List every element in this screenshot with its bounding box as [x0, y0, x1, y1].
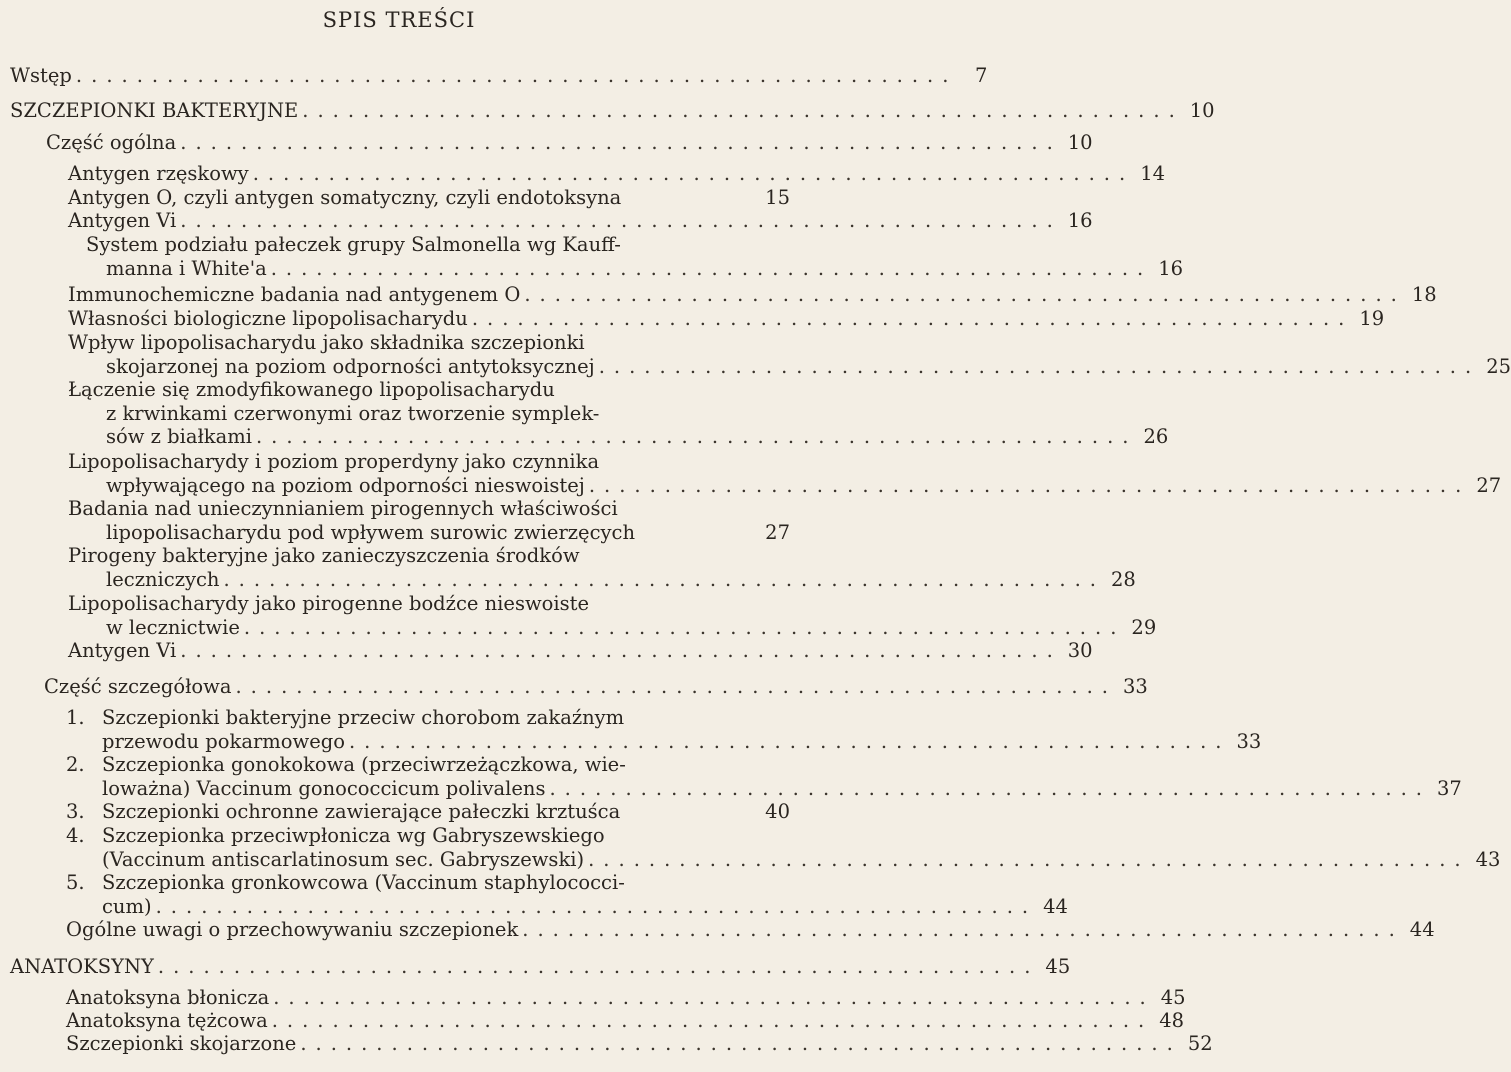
toc-entry — [68, 283, 1437, 307]
entry-text-line: Szczepionka gronkowcowa (Vaccinum staphylococci- — [102, 871, 625, 894]
entry-text: Ogólne uwagi o przechowywaniu szczepionek — [66, 918, 519, 941]
toc-section-szczepionki-bakteryjne — [10, 99, 1215, 123]
entry-text-line: leczniczych — [106, 567, 220, 591]
dot-leader: .......................................................... — [255, 425, 1138, 448]
dot-leader: .......................................................... — [75, 64, 958, 87]
entry-text: Szczepionki skojarzone — [66, 1032, 297, 1055]
page-number: 26 — [1143, 425, 1169, 448]
entry-text: Anatoksyna błonicza — [66, 986, 270, 1009]
toc-entry — [68, 233, 1184, 280]
dot-leader: .......................................................... — [180, 209, 1062, 232]
entry-text-line: z krwinkami czerwonymi oraz tworzenie symplek- — [106, 401, 600, 425]
page-number: 10 — [1189, 99, 1215, 122]
page-number: 27 — [1476, 473, 1502, 497]
dot-leader: .......................................................... — [252, 162, 1135, 185]
dot-leader: .......................................................... — [235, 675, 1117, 698]
toc-entry — [68, 378, 1169, 449]
entry-text-line: (Vaccinum antiscarlatinosum sec. Gabryszewski) — [102, 847, 585, 871]
page-number: 45 — [1160, 986, 1186, 1009]
entry-text: ANATOKSYNY — [10, 955, 154, 978]
dot-leader: .......................................................... — [271, 1009, 1154, 1032]
entry-text: Część szczegółowa — [44, 675, 232, 698]
entry-text-line: Szczepionki bakteryjne przeciw chorobom zakaźnym — [102, 706, 625, 729]
toc-entry — [66, 1009, 1185, 1033]
page-number: 37 — [1437, 776, 1462, 800]
dot-leader: .......................................................... — [302, 99, 1184, 122]
dot-leader: .......................................................... — [157, 955, 1040, 978]
dot-leader: .......................................................... — [223, 567, 1105, 591]
entry-text-line: Pirogeny bakteryjne jako zanieczyszczenia środków — [68, 544, 580, 567]
page-number: 40 — [765, 800, 790, 823]
dot-leader: .......................................................... — [549, 776, 1431, 800]
page-number: 48 — [1159, 1009, 1185, 1032]
page-number: 29 — [1131, 615, 1157, 639]
entry-text-line: wpływającego na poziom odporności nieswoistej — [106, 473, 585, 497]
dot-leader: .......................................................... — [180, 131, 1062, 154]
toc-entry-wstep — [10, 64, 988, 88]
entry-text: Antygen Vi — [68, 639, 177, 662]
page-number: 45 — [1045, 955, 1071, 978]
page-title: SPIS TREŚCI — [322, 8, 476, 32]
toc-section-anatoksyny — [10, 955, 1071, 979]
entry-text-line: Lipopolisacharydy jako pirogenne bodźce nieswoiste — [68, 592, 589, 615]
dot-leader: .......................................................... — [471, 307, 1354, 330]
dot-leader: .......................................................... — [300, 1032, 1182, 1055]
toc-entry — [68, 162, 1166, 186]
dot-leader: .......................................................... — [180, 639, 1062, 662]
page-number: 16 — [1067, 209, 1093, 232]
page-number: 19 — [1359, 307, 1385, 330]
dot-leader: .......................................................... — [273, 986, 1155, 1009]
toc-entry — [68, 639, 1093, 663]
entry-text: Antygen Vi — [68, 209, 177, 232]
toc-entry — [68, 544, 1136, 591]
toc-entry — [68, 209, 1093, 233]
page-number: 14 — [1140, 162, 1166, 185]
dot-leader: .......................................................... — [348, 729, 1231, 753]
page-number: 44 — [1043, 894, 1068, 918]
page-number: 30 — [1067, 639, 1093, 662]
entry-text: Część ogólna — [46, 131, 177, 154]
dot-leader: .......................................................... — [598, 354, 1481, 378]
toc-subsection-czesc-szczegolowa — [44, 675, 1148, 699]
entry-text: Immunochemiczne badania nad antygenem O — [68, 283, 521, 306]
toc-entry — [68, 450, 1502, 497]
page-number: 18 — [1411, 283, 1437, 306]
toc-subsection-czesc-ogolna — [46, 131, 1093, 155]
entry-text-line: skojarzonej na poziom odporności antytoksycznej — [106, 354, 595, 378]
page-number: 7 — [975, 64, 988, 87]
entry-text-line: lipopolisacharydu pod wpływem surowic zwierzęcych — [106, 520, 636, 544]
entry-text-line: przewodu pokarmowego — [102, 729, 345, 753]
item-number: 1. — [66, 706, 85, 729]
toc-entry — [68, 497, 790, 544]
dot-leader: .......................................................... — [243, 615, 1126, 639]
toc-numbered-entry — [66, 706, 1262, 753]
entry-text-line: Łączenie się zmodyfikowanego lipopolisacharydu — [68, 378, 555, 401]
toc-entry — [66, 986, 1186, 1010]
page-number: 15 — [765, 186, 790, 209]
entry-text-line: cum) — [102, 894, 152, 918]
entry-text-line: Szczepionka gonokokowa (przeciwrzeżączkowa, wie- — [102, 753, 626, 776]
entry-text: Antygen O, czyli antygen somatyczny, czyli endotoksyna — [68, 186, 622, 209]
page-number: 52 — [1187, 1032, 1213, 1055]
page-number: 27 — [765, 520, 790, 544]
toc-entry — [68, 592, 1157, 639]
entry-text-line: loważna) Vaccinum gonococcicum polivalens — [102, 776, 546, 800]
toc-numbered-entry — [66, 800, 790, 824]
toc-entry — [66, 918, 1435, 942]
page-number: 10 — [1067, 131, 1093, 154]
entry-text-line: Wpływ lipopolisacharydu jako składnika szczepionki — [68, 331, 585, 354]
dot-leader: .......................................................... — [588, 473, 1471, 497]
entry-text: Antygen rzęskowy — [68, 162, 249, 185]
entry-text-line: Badania nad unieczynnianiem pirogennych właściwości — [68, 497, 618, 520]
toc-entry — [68, 186, 790, 210]
dot-leader: .......................................................... — [522, 918, 1404, 941]
entry-text-line: w lecznictwie — [106, 615, 240, 639]
toc-entry — [68, 307, 1385, 331]
entry-text-line: sów z białkami — [106, 425, 252, 448]
toc-entry — [66, 1032, 1213, 1056]
page-number: 33 — [1123, 675, 1148, 698]
page-number: 43 — [1475, 847, 1501, 871]
item-number: 3. — [66, 800, 85, 823]
page-number: 44 — [1409, 918, 1435, 941]
item-number: 5. — [66, 871, 85, 894]
entry-text: Wstęp — [10, 64, 72, 87]
item-number: 2. — [66, 753, 85, 776]
page-number: 25 — [1486, 354, 1511, 378]
toc-numbered-entry — [66, 753, 1462, 800]
dot-leader: .......................................................... — [588, 847, 1470, 871]
dot-leader: .......................................................... — [524, 283, 1406, 306]
entry-text: SZCZEPIONKI BAKTERYJNE — [10, 99, 299, 122]
dot-leader: .......................................................... — [270, 256, 1153, 280]
page-number: 33 — [1236, 729, 1262, 753]
toc-numbered-entry — [66, 871, 1068, 918]
entry-text: Własności biologiczne lipopolisacharydu — [68, 307, 468, 330]
entry-text-line: Lipopolisacharydy i poziom properdyny jako czynnika — [68, 450, 600, 473]
entry-text: Szczepionki ochronne zawierające pałeczki krztuśca — [102, 800, 621, 823]
page-number: 28 — [1110, 567, 1136, 591]
entry-text: Anatoksyna tężcowa — [66, 1009, 268, 1032]
page-number: 16 — [1158, 256, 1184, 280]
toc-numbered-entry — [66, 824, 1501, 871]
dot-leader: .......................................................... — [155, 894, 1038, 918]
entry-text-line: Szczepionka przeciwpłonicza wg Gabryszewskiego — [102, 824, 605, 847]
item-number: 4. — [66, 824, 85, 847]
toc-entry — [68, 331, 1511, 378]
entry-text-line: manna i White'a — [106, 256, 267, 280]
entry-text-line: System podziału pałeczek grupy Salmonella wg Kauff- — [86, 233, 621, 256]
